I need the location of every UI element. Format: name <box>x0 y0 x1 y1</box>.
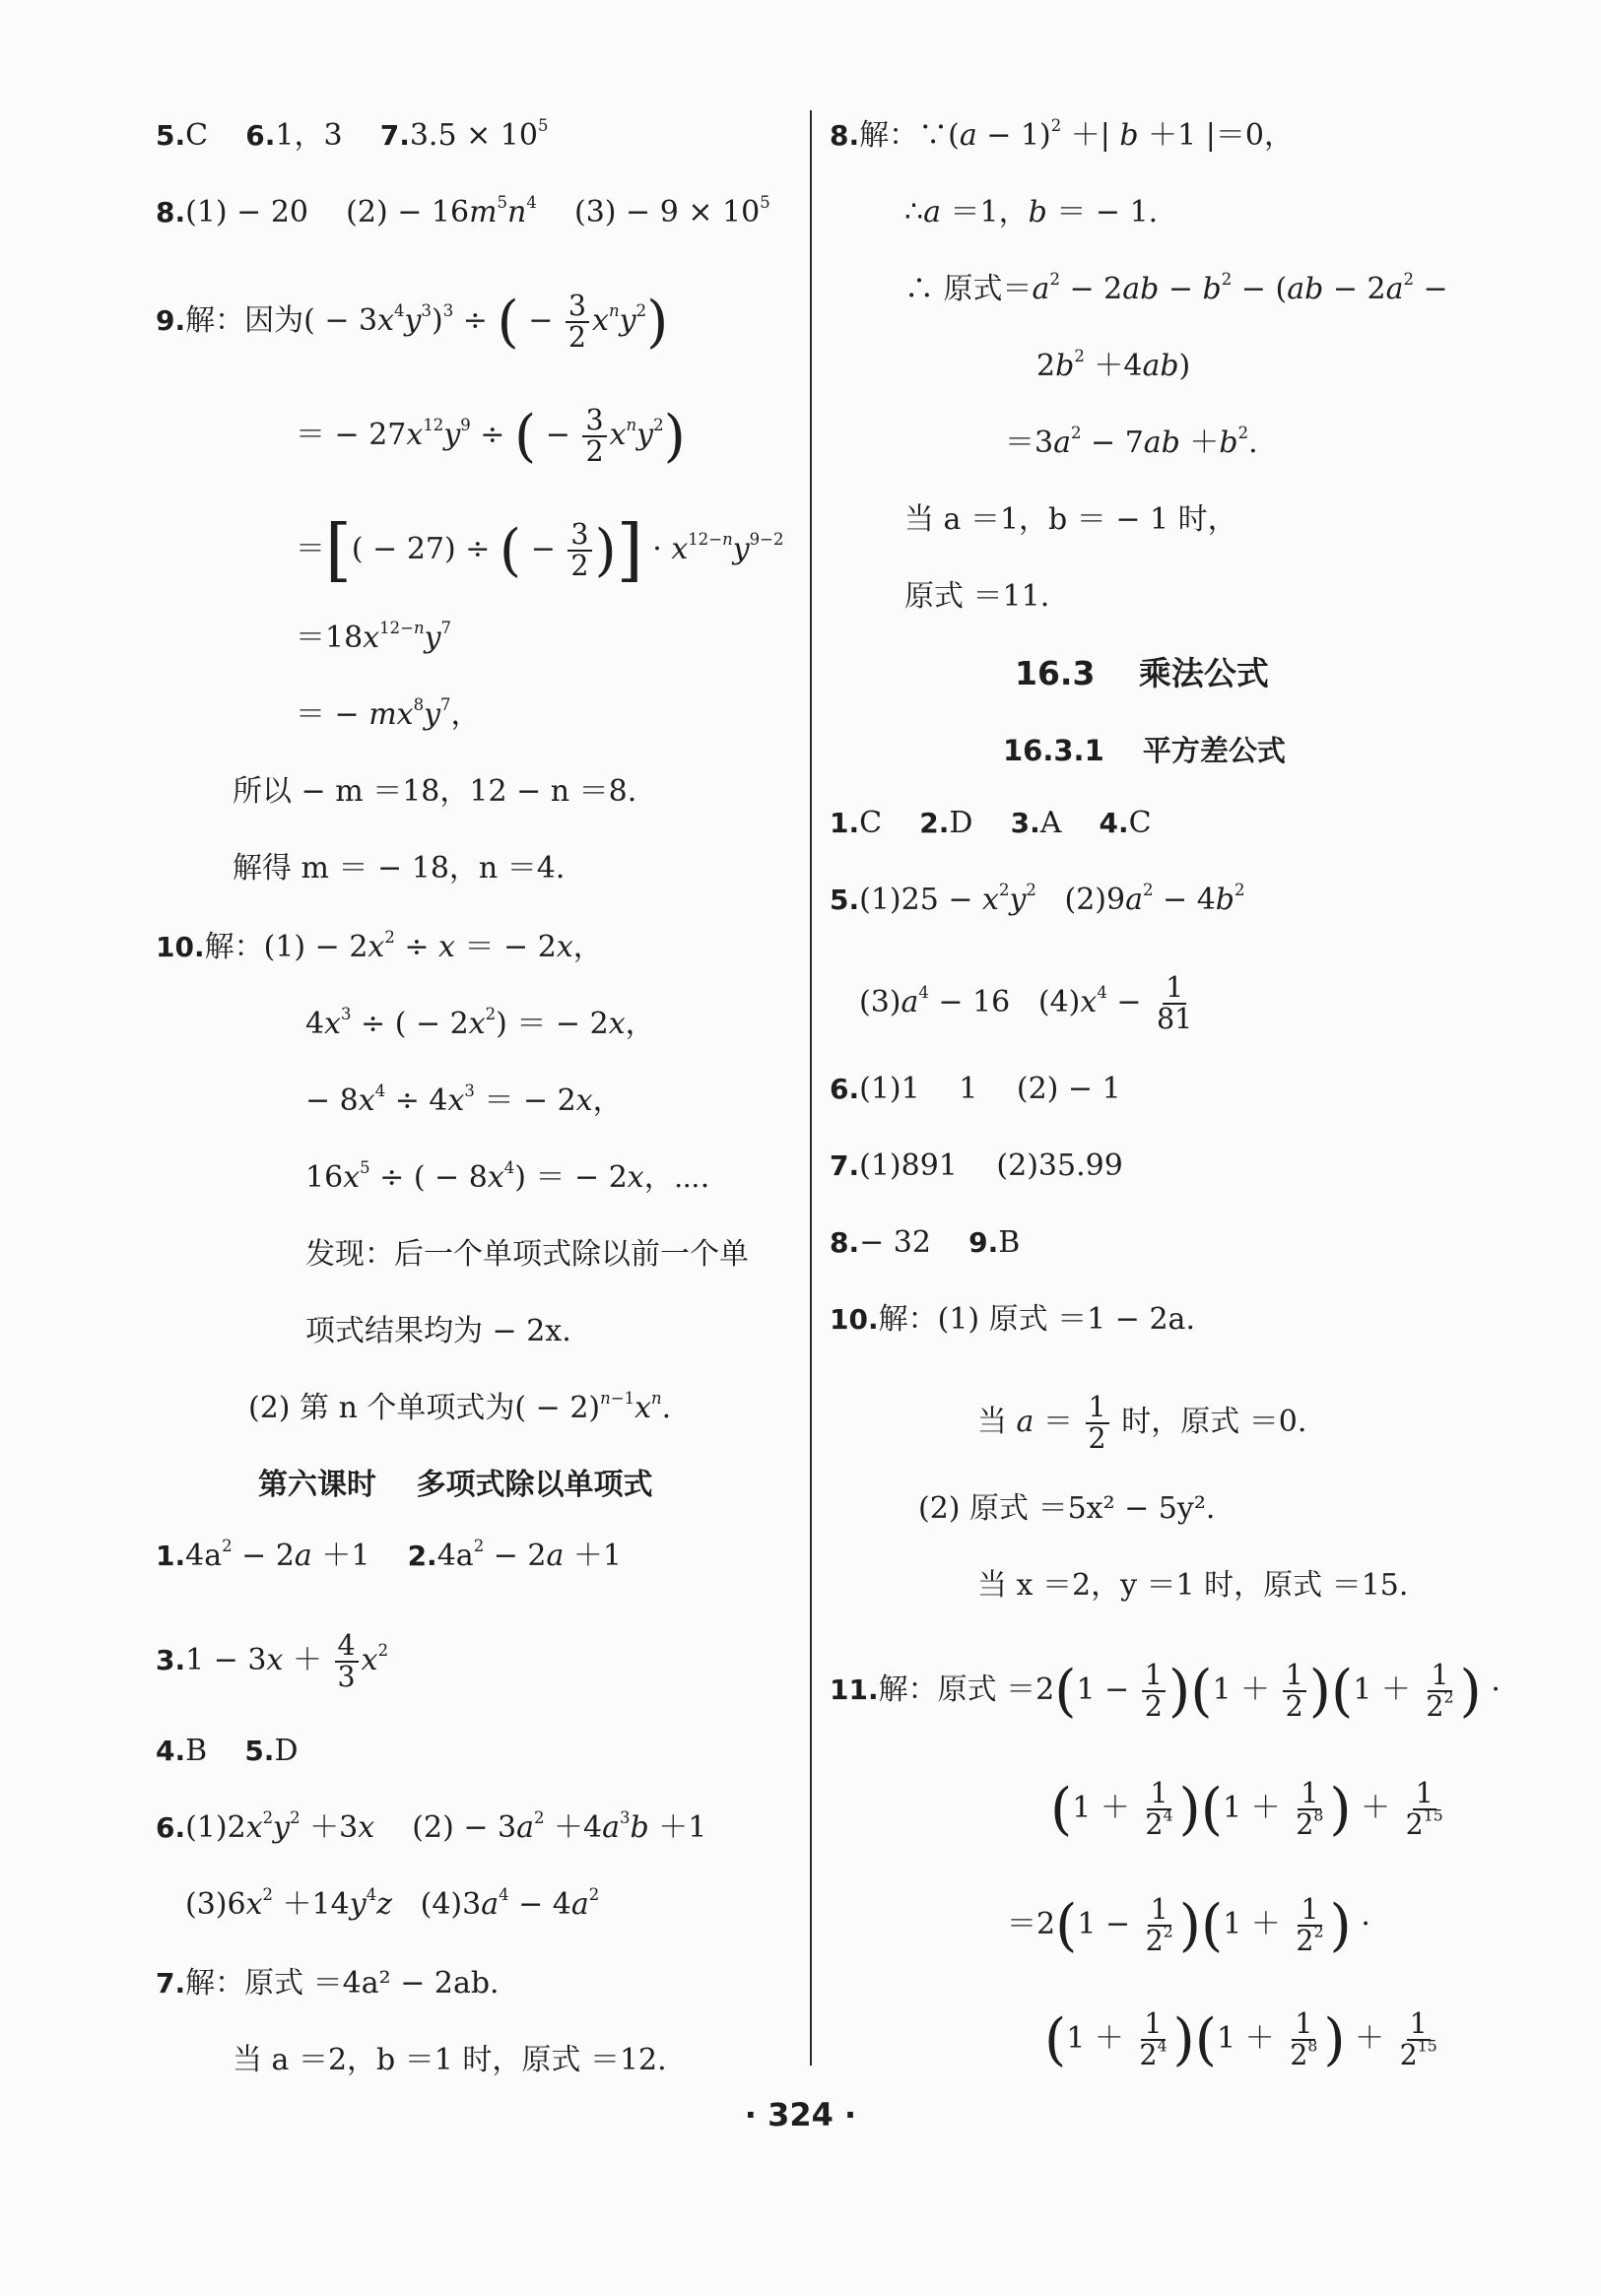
question-8-line-4: $2b^2 +4ab$) <box>1036 346 1191 383</box>
question-10-line-3: − $8x^4 \div 4x^3$ ＝ − 2x， <box>305 1081 623 1118</box>
question-9-line-3: ＝[( − 27) ÷ ( − $\frac{3}{2}$ )] · $x^{12-n}y^{9-2}$ <box>296 510 784 590</box>
lesson-answer-4-5: 4.B 5.D <box>156 1734 299 1768</box>
question-9-result-1: 所以 − m ＝18，12 − n ＝8. <box>233 774 637 809</box>
question-9-result-2: 解得 m ＝ − 18，n ＝4. <box>233 851 566 886</box>
answer-11-line-3: ＝2(1 − $\frac{1}{2^2}$ )(1 ＋ $\frac{1}{2^2}$ ) · <box>1007 1892 1370 1958</box>
answer-line-1-4: 1.C 2.D 3.A 4.C <box>830 806 1152 840</box>
question-10-line-4: $16x^5$ ÷ ( − $8x^4$) ＝ − 2x，⋯. <box>305 1157 710 1195</box>
answer-11-line-1: 11.解：原式 ＝2(1 − $\frac{1}{2}$ )(1 ＋ $\frac{1}{2}$ )(1 ＋ $\frac{1}{2^2}$ ) · <box>830 1658 1501 1724</box>
question-10-finding-1: 发现：后一个单项式除以前一个单 <box>305 1237 749 1272</box>
question-8-result: 原式 ＝11. <box>904 579 1050 614</box>
answer-line-5-7: 5.C 6.1，3 $7.3.5 \times 10^5$ <box>156 115 549 153</box>
question-8-line-3: ∴ 原式$=a^2 - 2ab - b^2 - (ab - 2a^2$ − <box>904 269 1448 306</box>
answer-10-line-1: 10.解：(1) 原式 ＝1 − 2a. <box>830 1302 1195 1337</box>
question-8-line-5: $=3a^2 - 7ab +b^2$. <box>1005 423 1258 460</box>
answer-10-part-2-result: 当 x ＝2，y ＝1 时，原式 ＝15. <box>977 1568 1409 1603</box>
answer-5-line-1: $5.(1)25 - x^2y^2$ $(2)9a^2 - 4b^2$ <box>830 880 1245 917</box>
question-9-line-5: ＝ − $mx^8y^7$， <box>296 694 481 732</box>
question-8-line-1: 8.解：∵(a − 1)$^2$ ＋| b ＋1 |＝0， <box>830 115 1294 153</box>
lesson-answer-1-2: $1.4a^2 - 2a +1$ $2.4a^2 - 2a +1$ <box>156 1536 622 1573</box>
answer-10-line-2: 当 a ＝ $\frac{1}{2}$ 时，原式 ＝0. <box>977 1391 1307 1455</box>
question-10-finding-2: 项式结果均为 − 2x. <box>305 1314 571 1348</box>
answer-11-line-2: (1 ＋ $\frac{1}{2^4}$ )(1 ＋ $\frac{1}{2^8}$ ) ＋ $\frac{1}{2^{15}}$ <box>1050 1776 1443 1842</box>
question-9-line-2: ＝ − $27x^{12}y^9$ ÷ ( − $\frac{3}{2}$ $x^ny^2$) <box>296 403 686 469</box>
question-10-part-2: (2) 第 n 个单项式为( − $2)^{n-1}x^n$. <box>248 1388 672 1425</box>
lesson-answer-7: 7.解：原式 ＝4a² − 2ab. <box>156 1966 500 2001</box>
lesson-answer-3: 3.1 − 3x ＋ $\frac{4}{3}$ $x^2$ <box>156 1629 389 1693</box>
lesson-answer-7-result: 当 a ＝2，b ＝1 时，原式 ＝12. <box>233 2043 667 2077</box>
column-divider <box>810 110 812 2066</box>
answer-10-part-2: (2) 原式 ＝5x² − 5y². <box>918 1491 1216 1526</box>
answer-11-line-4: (1 ＋ $\frac{1}{2^4}$ )(1 ＋ $\frac{1}{2^8}$ ) ＋ $\frac{1}{2^{15}}$ <box>1044 2006 1437 2072</box>
lesson-title: 第六课时 多项式除以单项式 <box>258 1468 653 1502</box>
answer-7: 7.(1)891 (2)35.99 <box>830 1148 1123 1183</box>
question-10-line-2: $4x^3$ ÷ ( − $2x^2$) ＝ − 2x， <box>305 1004 655 1041</box>
answer-5-line-2: $(3)a^4 - 16$ $(4)x^4$ − $\frac{1}{81}$ <box>859 971 1193 1035</box>
subsection-title: 16.3.1 平方差公式 <box>1003 734 1286 767</box>
section-title: 16.3 乘法公式 <box>1015 654 1269 692</box>
question-9-line-1: 9.解：因为( − $3x^4y^3)^3$ ÷ ( − $\frac{3}{2}$ $x^ny^2$) <box>156 289 669 355</box>
question-9-line-4: $=18x^{12-n}y^7$ <box>296 618 452 655</box>
lesson-answer-6-line-2: $(3)6x^2 +14y^4z$ $(4)3a^4 - 4a^2$ <box>185 1884 600 1922</box>
page-number: · 324 · <box>744 2096 857 2133</box>
question-8-line-2: ∴a ＝1，b ＝ − 1. <box>904 195 1159 230</box>
answer-6: 6.(1)1 1 (2) − 1 <box>830 1072 1121 1106</box>
lesson-answer-6-line-1: $6.(1)2x^2y^2 +3x$ $(2) - 3a^2 +4a^3b +1$ <box>156 1807 707 1845</box>
answer-8-9: 8.− 32 9.B <box>830 1225 1021 1260</box>
question-10-line-1: 10.解：$(1) - 2x^2 \div x$ ＝ − 2x， <box>156 927 603 964</box>
answer-line-8: 8.(1) − 20 $(2) - 16m^5n^4$ $(3) - 9 \times 10^5$ <box>156 192 770 230</box>
question-8-when: 当 a ＝1，b ＝ − 1 时， <box>904 502 1237 537</box>
